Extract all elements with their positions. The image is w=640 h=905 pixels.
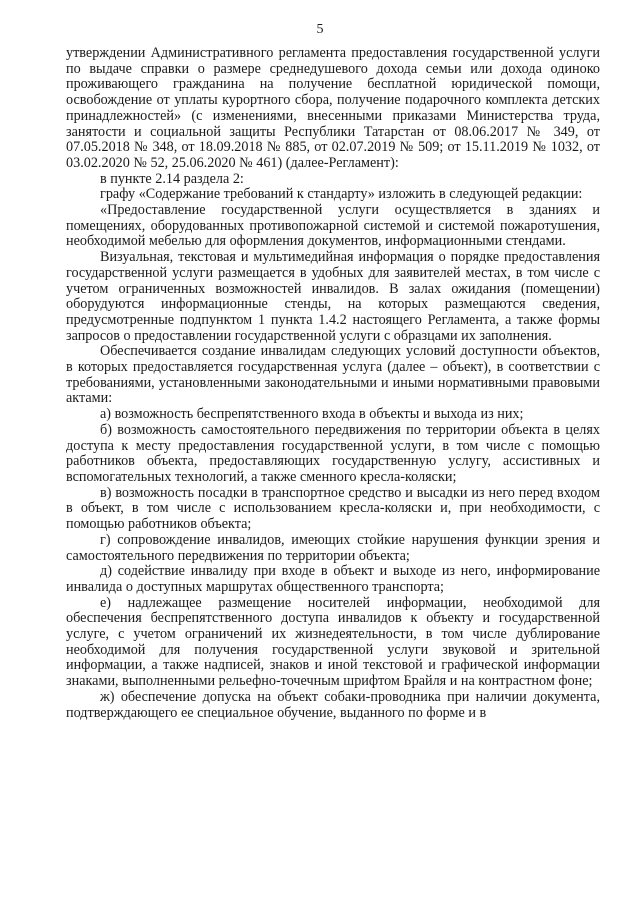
- list-item-v: в) возможность посадки в транспортное средство и высадки из него перед входом в объект, в том числе с использованием кресла-коляски и, при необходимости, с помощью работников объекта;: [66, 484, 600, 533]
- list-item-zh: ж) обеспечение допуска на объект собаки-проводника при наличии документа, подтверждающего ее специальное обучение, выданного по форме и в: [66, 688, 600, 721]
- list-item-b: б) возможность самостоятельного передвижения по территории объекта в целях доступа к месту предоставления государственной услуги, в том числе с помощью работников объекта, предоставляющих государственную услугу, ассистивных и вспомогательных технологий, а также сменного кресла-коляски;: [66, 421, 600, 485]
- paragraph-premises: «Предоставление государственной услуги осуществляется в зданиях и помещениях, оборудованных противопожарной системой и системой пожаротушения, необходимой мебелью для оформления документов, информационными стендами.: [66, 202, 600, 250]
- list-item-e: е) надлежащее размещение носителей информации, необходимой для обеспечения беспрепятственного доступа инвалидов к объекту и государственной услуге, с учетом ограничений их жизнедеятельности, в том числе дублирование необходимой для получения государственной услуги звуковой и зрительной информации, а также надписей, знаков и иной текстовой и графической информации знаками, выполненными рельефно-точечным шрифтом Брайля и на контрастном фоне;: [66, 594, 600, 690]
- list-item-d: д) содействие инвалиду при входе в объект и выходе из него, информирование инвалида о доступных маршрутах общественного транспорта;: [66, 563, 600, 595]
- list-item-a: а) возможность беспрепятственного входа в объекты и выхода из них;: [100, 406, 524, 423]
- document-body: [66, 46, 600, 721]
- paragraph-information: Визуальная, текстовая и мультимедийная информация о порядке предоставления государственной услуги размещается в удобных для заявителей местах, в том числе с учетом ограниченных возможностей инвалидов. В залах ожидания (помещении) оборудуются информационные стенды, на которых размещаются сведения, предусмотренные подпунктом 1 пункта 1.4.2 настоящего Регламента, а также формы запросов о предоставлении государственной услуги с образцами их заполнения.: [66, 249, 600, 344]
- paragraph-clause-ref: в пункте 2.14 раздела 2:: [100, 170, 244, 187]
- list-item-g: г) сопровождение инвалидов, имеющих стойкие нарушения функции зрения и самостоятельного передвижения по территории объекта;: [66, 531, 600, 564]
- paragraph-accessibility-intro: Обеспечивается создание инвалидам следующих условий доступности объектов, в которых предоставляется государственная услуга (далее – объект), в соответствии с требованиями, установленными законодательными и иными нормативными правовыми актами:: [66, 343, 600, 407]
- paragraph-regulation-reference: утверждении Административного регламента предоставления государственной услуги по выдаче справки о размере среднедушевого дохода семьи или дохода одиноко проживающего гражданина на получение бесплатной юридической помощи, освобождение от уплаты курортного сбора, получение подарочного комплекта детских принадлежностей» (с изменениями, внесенными приказами Министерства труда, занятости и социальной защиты Республики Татарстан от 08.06.2017 № 349, от 07.05.2018 № 348, от 18.09.2018 № 885, от 02.07.2019 № 509; от 15.11.2019 № 1032, от 03.02.2020 № 52, 25.06.2020 № 461) (далее-Регламент):: [66, 45, 600, 171]
- page-number: 5: [316, 22, 324, 37]
- paragraph-column-edit: графу «Содержание требований к стандарту» изложить в следующей редакции:: [100, 186, 583, 203]
